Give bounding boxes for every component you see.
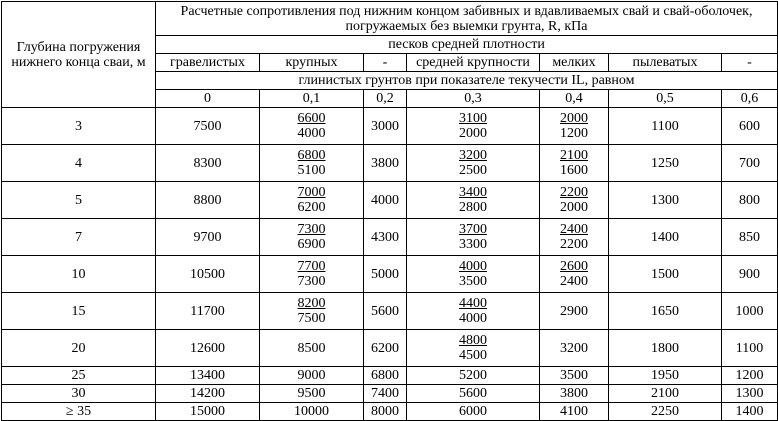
- il-value-header: 0,1: [260, 90, 364, 108]
- depth-cell: ≥ 35: [2, 403, 156, 421]
- value-cell: 2250: [609, 403, 722, 421]
- table-row: [2, 145, 778, 182]
- denominator: 2400: [560, 274, 588, 289]
- value-cell: 1650: [609, 293, 722, 330]
- depth-cell: 4: [2, 145, 156, 182]
- denominator: 7500: [297, 311, 326, 326]
- sand-type-header: мелких: [540, 54, 609, 72]
- value-cell: 8800: [156, 182, 260, 219]
- value-cell: 9700: [156, 219, 260, 256]
- denominator: 3300: [459, 237, 487, 252]
- value-cell: [540, 182, 609, 219]
- value-cell: [260, 293, 364, 330]
- value-cell: 14200: [156, 385, 260, 403]
- fraction-value: [458, 259, 488, 289]
- denominator: 4500: [459, 348, 487, 363]
- numerator: 6800: [297, 148, 326, 163]
- fraction-value: [458, 222, 488, 252]
- value-cell: 3000: [364, 108, 407, 145]
- depth-cell: 7: [2, 219, 156, 256]
- numerator: 4800: [459, 333, 487, 348]
- value-cell: 7500: [156, 108, 260, 145]
- il-value-header: 0: [156, 90, 260, 108]
- fraction-value: [297, 259, 327, 289]
- denominator: 2000: [459, 126, 487, 141]
- value-cell: [260, 182, 364, 219]
- value-cell: 10000: [260, 403, 364, 421]
- numerator: 6600: [297, 111, 326, 126]
- value-cell: 850: [722, 219, 778, 256]
- value-cell: [260, 145, 364, 182]
- denominator: 4000: [459, 311, 487, 326]
- numerator: 2200: [560, 185, 588, 200]
- value-cell: [540, 108, 609, 145]
- value-cell: 2900: [540, 293, 609, 330]
- denominator: 2000: [560, 200, 588, 215]
- value-cell: 6200: [364, 330, 407, 367]
- value-cell: 4100: [540, 403, 609, 421]
- value-cell: 6000: [407, 403, 540, 421]
- fraction-value: [458, 296, 488, 326]
- table-row: [2, 385, 778, 403]
- value-cell: 8000: [364, 403, 407, 421]
- fraction-value: [559, 259, 589, 289]
- denominator: 7300: [297, 274, 326, 289]
- value-cell: 4300: [364, 219, 407, 256]
- il-value-header: 0,6: [722, 90, 778, 108]
- value-cell: 2100: [609, 385, 722, 403]
- fraction-value: [297, 296, 327, 326]
- value-cell: 1100: [609, 108, 722, 145]
- sand-type-header: средней крупности: [407, 54, 540, 72]
- value-cell: [407, 145, 540, 182]
- depth-cell: 25: [2, 367, 156, 385]
- value-cell: [260, 256, 364, 293]
- table-row: [2, 403, 778, 421]
- table-row: [2, 256, 778, 293]
- value-cell: 3800: [364, 145, 407, 182]
- table-row: [2, 367, 778, 385]
- value-cell: 11700: [156, 293, 260, 330]
- value-cell: 1100: [722, 330, 778, 367]
- value-cell: 1400: [722, 403, 778, 421]
- fraction-value: [559, 185, 589, 215]
- fraction-value: [458, 185, 488, 215]
- fraction-value: [559, 111, 589, 141]
- denominator: 6900: [297, 237, 326, 252]
- table-title: Расчетные сопротивления под нижним концом забивных и вдавливаемых свай и свай-оболочек, погружаемых без выемки грунта, R, кПа: [156, 2, 778, 36]
- value-cell: 1800: [609, 330, 722, 367]
- value-cell: 1200: [722, 367, 778, 385]
- value-cell: 8300: [156, 145, 260, 182]
- value-cell: 13400: [156, 367, 260, 385]
- denominator: 2800: [459, 200, 487, 215]
- fraction-value: [297, 222, 327, 252]
- value-cell: [407, 293, 540, 330]
- denominator: 3500: [459, 274, 487, 289]
- numerator: 2600: [560, 259, 588, 274]
- numerator: 4000: [459, 259, 487, 274]
- resistance-table: [1, 1, 778, 421]
- value-cell: 5200: [407, 367, 540, 385]
- denominator: 2500: [459, 163, 487, 178]
- value-cell: 12600: [156, 330, 260, 367]
- clay-header: глинистых грунтов при показателе текучести IL, равном: [156, 72, 778, 90]
- fraction-value: [559, 222, 589, 252]
- value-cell: 3800: [540, 385, 609, 403]
- denominator: 1200: [560, 126, 588, 141]
- value-cell: 5600: [364, 293, 407, 330]
- numerator: 7000: [297, 185, 326, 200]
- depth-cell: 3: [2, 108, 156, 145]
- table-row: [2, 219, 778, 256]
- value-cell: 1300: [722, 385, 778, 403]
- value-cell: [260, 219, 364, 256]
- fraction-value: [458, 148, 488, 178]
- value-cell: [407, 256, 540, 293]
- value-cell: [260, 108, 364, 145]
- fraction-value: [297, 148, 327, 178]
- numerator: 4400: [459, 296, 487, 311]
- value-cell: [540, 145, 609, 182]
- value-cell: [540, 256, 609, 293]
- table-row: [2, 182, 778, 219]
- value-cell: 8500: [260, 330, 364, 367]
- value-cell: 9000: [260, 367, 364, 385]
- depth-cell: 20: [2, 330, 156, 367]
- numerator: 2400: [560, 222, 588, 237]
- value-cell: [407, 182, 540, 219]
- value-cell: 4000: [364, 182, 407, 219]
- denominator: 4000: [297, 126, 326, 141]
- value-cell: 5600: [407, 385, 540, 403]
- sand-type-header: крупных: [260, 54, 364, 72]
- depth-cell: 5: [2, 182, 156, 219]
- value-cell: 600: [722, 108, 778, 145]
- numerator: 7300: [297, 222, 326, 237]
- denominator: 1600: [560, 163, 588, 178]
- depth-header: Глубина погружения нижнего конца сваи, м: [2, 2, 156, 108]
- value-cell: 1500: [609, 256, 722, 293]
- sand-type-header: гравелистых: [156, 54, 260, 72]
- depth-cell: 10: [2, 256, 156, 293]
- value-cell: [407, 108, 540, 145]
- il-value-header: 0,5: [609, 90, 722, 108]
- denominator: 5100: [297, 163, 326, 178]
- sand-type-header: пылеватых: [609, 54, 722, 72]
- numerator: 3700: [459, 222, 487, 237]
- value-cell: 1250: [609, 145, 722, 182]
- il-value-header: 0,2: [364, 90, 407, 108]
- numerator: 8200: [297, 296, 326, 311]
- value-cell: 5000: [364, 256, 407, 293]
- fraction-value: [297, 111, 327, 141]
- value-cell: 10500: [156, 256, 260, 293]
- fraction-value: [458, 333, 488, 363]
- fraction-value: [297, 185, 327, 215]
- sand-header: песков средней плотности: [156, 36, 778, 54]
- depth-cell: 15: [2, 293, 156, 330]
- value-cell: [540, 219, 609, 256]
- numerator: 3400: [459, 185, 487, 200]
- sand-type-header: -: [364, 54, 407, 72]
- table-row: [2, 293, 778, 330]
- il-value-header: 0,4: [540, 90, 609, 108]
- value-cell: 1300: [609, 182, 722, 219]
- value-cell: 1950: [609, 367, 722, 385]
- table-row: [2, 330, 778, 367]
- value-cell: 7400: [364, 385, 407, 403]
- value-cell: 3500: [540, 367, 609, 385]
- fraction-value: [458, 111, 488, 141]
- value-cell: 15000: [156, 403, 260, 421]
- numerator: 2100: [560, 148, 588, 163]
- il-value-header: 0,3: [407, 90, 540, 108]
- value-cell: 3200: [540, 330, 609, 367]
- numerator: 2000: [560, 111, 588, 126]
- value-cell: 700: [722, 145, 778, 182]
- value-cell: 800: [722, 182, 778, 219]
- value-cell: 1000: [722, 293, 778, 330]
- numerator: 3200: [459, 148, 487, 163]
- value-cell: [407, 330, 540, 367]
- table-row: [2, 108, 778, 145]
- numerator: 3100: [459, 111, 487, 126]
- value-cell: 6800: [364, 367, 407, 385]
- fraction-value: [559, 148, 589, 178]
- sand-type-header: -: [722, 54, 778, 72]
- value-cell: [407, 219, 540, 256]
- value-cell: 900: [722, 256, 778, 293]
- depth-cell: 30: [2, 385, 156, 403]
- numerator: 7700: [297, 259, 326, 274]
- value-cell: 1400: [609, 219, 722, 256]
- denominator: 2200: [560, 237, 588, 252]
- value-cell: 9500: [260, 385, 364, 403]
- denominator: 6200: [297, 200, 326, 215]
